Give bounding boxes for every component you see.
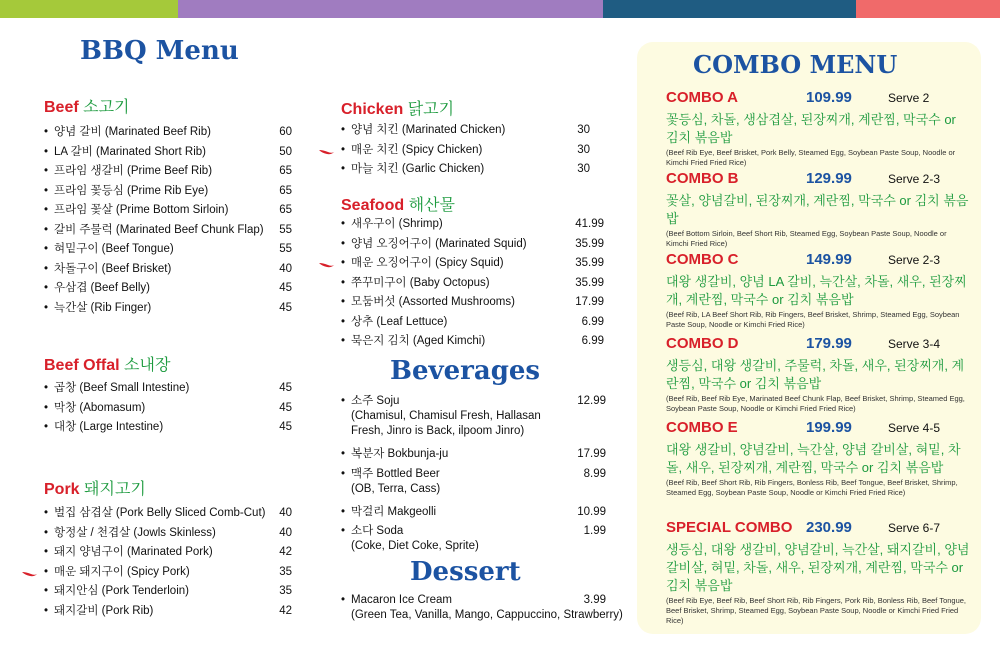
list-item: • 막걸리 Makgeolli 10.99	[341, 503, 606, 523]
item-price: 45	[279, 421, 292, 433]
item-name: LA 갈비 (Marinated Short Rib)	[54, 145, 206, 158]
item-price: 40	[279, 526, 292, 539]
combo-english-description: (Beef Rib, Beef Short Rib, Rib Fingers, Bonless Rib, Beef Tongue, Beef Brisket, Shrimp, Steamed Egg, Soybean Paste Soup, Noodle or Kimchi Fried Fried Rice)	[666, 478, 958, 497]
list-item: • 프라임 생갈비 (Prime Beef Rib) 65	[44, 162, 292, 182]
item-name: 막걸리 Makgeolli	[351, 505, 437, 518]
list-item: • 새우구이 (Shrimp) 41.99	[341, 215, 604, 235]
combo-c	[666, 251, 971, 330]
list-item: • 매운 돼지구이 (Spicy Pork) 35	[44, 563, 292, 583]
list-item: • 항정살 / 천겹살 (Jowls Skinless) 40	[44, 524, 292, 544]
item-description: (Green Tea, Vanilla, Mango, Cappuccino, Strawberry)	[351, 609, 623, 621]
list-item: • 늑간살 (Rib Finger) 45	[44, 299, 292, 319]
bbq-menu-title: BBQ Menu	[80, 36, 239, 66]
combo-korean-description: 대왕 생갈비, 양념 LA 갈비, 늑간살, 차돌, 새우, 된장찌개, 계란찜, 막국수 or 김치 볶음밥	[666, 274, 967, 307]
item-price: 45	[279, 301, 292, 314]
item-price: 1.99	[583, 525, 606, 537]
item-name: 돼지안심 (Pork Tenderloin)	[54, 585, 189, 597]
combo-english-description: (Beef Rib, Beef Rib Eye, Marinated Beef Chunk Flap, Beef Brisket, Shrimp, Steamed Egg, Soybean Paste Soup, Noodle or Kimchi Fried Fried Rice)	[666, 394, 965, 413]
item-name: 소다 Soda	[351, 525, 404, 537]
top-bar-green	[0, 0, 178, 18]
item-price: 40	[279, 507, 292, 519]
combo-korean-description: 생등심, 대왕 생갈비, 양념갈비, 늑간살, 돼지갈비, 양념 갈비살, 혀밑, 차돌, 새우, 된장찌개, 계란찜, 막국수 or 김치 볶음밥	[666, 542, 970, 593]
item-name: 양념 갈비 (Marinated Beef Rib)	[54, 126, 211, 138]
item-price: 35.99	[575, 257, 604, 269]
combo-a	[666, 89, 971, 168]
category-beef	[44, 94, 130, 117]
category-beef-offal-ko: 소내장	[124, 357, 171, 374]
list-item: • 소다 Soda 1.99 (Coke, Diet Coke, Sprite)	[341, 525, 606, 552]
item-name: 갈비 주물럭 (Marinated Beef Chunk Flap)	[54, 223, 264, 236]
list-item: • 쭈꾸미구이 (Baby Octopus) 35.99	[341, 274, 604, 294]
top-bar-navy	[603, 0, 856, 18]
combo-e	[666, 419, 971, 498]
item-price: 30	[577, 143, 590, 156]
item-name: 돼지 양념구이 (Marinated Pork)	[54, 546, 213, 558]
item-price: 30	[577, 124, 590, 136]
list-item: • 곱창 (Beef Small Intestine) 45	[44, 379, 292, 399]
item-description: (OB, Terra, Cass)	[351, 482, 441, 495]
item-price: 65	[279, 204, 292, 216]
combo-name: COMBO B	[666, 170, 739, 187]
top-bar-purple	[178, 0, 603, 18]
category-pork	[44, 476, 146, 499]
combo-price: 109.99	[806, 89, 852, 106]
list-item: • 양념 오징어구이 (Marinated Squid) 35.99	[341, 235, 604, 255]
list-item: • 프라임 꽃살 (Prime Bottom Sirloin) 65	[44, 201, 292, 221]
item-name: 프라임 생갈비 (Prime Beef Rib)	[54, 165, 213, 177]
category-pork-ko: 돼지고기	[84, 481, 146, 498]
pork-list	[44, 504, 292, 621]
beverages-title: Beverages	[390, 356, 541, 386]
list-item: • 양념 치킨 (Marinated Chicken) 30	[341, 121, 590, 141]
category-seafood-ko: 해산물	[408, 197, 455, 214]
list-item: • 돼지갈비 (Pork Rib) 42	[44, 602, 292, 622]
item-name: 쭈꾸미구이 (Baby Octopus)	[351, 276, 490, 289]
combo-name: COMBO E	[666, 419, 738, 436]
chili-pepper-icon	[319, 148, 335, 155]
item-description: (Chamisul, Chamisul Fresh, Hallasan Fresh, Jinro is Back, ilpoom Jinro)	[351, 410, 541, 437]
category-chicken	[341, 96, 454, 119]
combo-menu-title: COMBO MENU	[693, 50, 898, 79]
beef-offal-list	[44, 379, 292, 438]
seafood-list	[341, 215, 604, 352]
combo-price: 149.99	[806, 251, 852, 268]
item-name: 항정살 / 천겹살 (Jowls Skinless)	[54, 526, 216, 539]
item-price: 17.99	[577, 448, 606, 460]
combo-serve: Serve 4-5	[888, 421, 941, 435]
item-price: 42	[279, 546, 292, 558]
item-name: 모둠버섯 (Assorted Mushrooms)	[351, 296, 515, 308]
list-item: • 마늘 치킨 (Garlic Chicken) 30	[341, 160, 590, 180]
item-price: 35.99	[575, 237, 604, 250]
item-name: 매운 치킨 (Spicy Chicken)	[351, 143, 483, 156]
item-name: 혀밑구이 (Beef Tongue)	[54, 243, 174, 255]
item-price: 55	[279, 223, 292, 236]
category-chicken-ko: 닭고기	[407, 101, 455, 118]
item-name: 벌집 삼겹살 (Pork Belly Sliced Comb-Cut)	[54, 507, 266, 519]
combo-price: 230.99	[806, 519, 852, 536]
list-item: • 갈비 주물럭 (Marinated Beef Chunk Flap) 55	[44, 221, 292, 241]
item-price: 35	[279, 585, 292, 597]
list-item: • 양념 갈비 (Marinated Beef Rib) 60	[44, 123, 292, 143]
combo-korean-description: 꽃살, 양념갈비, 된장찌개, 계란찜, 막국수 or 김치 볶음밥	[666, 193, 969, 226]
category-seafood-en: Seafood	[341, 197, 405, 214]
category-beef-offal	[44, 352, 170, 375]
item-price: 45	[279, 401, 292, 414]
combo-name: COMBO C	[666, 251, 739, 268]
item-name: 프라임 꽃살 (Prime Bottom Sirloin)	[54, 204, 229, 216]
combo-serve: Serve 2-3	[888, 253, 941, 267]
combo-korean-description: 꽃등심, 차돌, 생삼겹살, 된장찌개, 계란찜, 막국수 or 김치 볶음밥	[666, 112, 956, 145]
item-name: 마늘 치킨 (Garlic Chicken)	[351, 163, 485, 175]
item-price: 6.99	[581, 315, 604, 328]
list-item: • 매운 치킨 (Spicy Chicken) 30	[341, 141, 590, 161]
list-item: • 상추 (Leaf Lettuce) 6.99	[341, 313, 604, 333]
list-item: • 소주 Soju 12.99 (Chamisul, Chamisul Fresh, Hallasan Fresh, Jinro is Back, ilpoom Jinro)	[341, 395, 606, 437]
list-item: • 모둠버섯 (Assorted Mushrooms) 17.99	[341, 293, 604, 313]
list-item: • 매운 오징어구이 (Spicy Squid) 35.99	[341, 254, 604, 274]
combo-name: SPECIAL COMBO	[666, 519, 793, 536]
item-name: 상추 (Leaf Lettuce)	[351, 315, 448, 328]
item-name: 대창 (Large Intestine)	[54, 421, 164, 433]
combo-serve: Serve 3-4	[888, 337, 941, 351]
item-price: 35	[279, 565, 292, 578]
list-item: • 대창 (Large Intestine) 45	[44, 418, 292, 438]
item-price: 45	[279, 282, 292, 294]
combo-name: COMBO A	[666, 89, 738, 106]
dessert-list	[341, 591, 623, 629]
item-name: 묵은지 김치 (Aged Kimchi)	[351, 335, 486, 347]
list-item: • 벌집 삼겹살 (Pork Belly Sliced Comb-Cut) 40	[44, 504, 292, 524]
item-price: 41.99	[575, 218, 604, 230]
list-item: • 맥주 Bottled Beer 8.99 (OB, Terra, Cass)	[341, 467, 606, 495]
item-price: 3.99	[583, 594, 606, 606]
item-name: 프라임 꽃등심 (Prime Rib Eye)	[54, 184, 209, 197]
item-price: 60	[279, 126, 292, 138]
combo-price: 179.99	[806, 335, 852, 352]
chili-pepper-icon	[22, 570, 38, 577]
list-item: • 막창 (Abomasum) 45	[44, 399, 292, 419]
item-price: 42	[279, 604, 292, 617]
item-name: 곱창 (Beef Small Intestine)	[54, 382, 190, 394]
list-item: • 혀밑구이 (Beef Tongue) 55	[44, 240, 292, 260]
chicken-list	[341, 121, 590, 180]
item-name: 막창 (Abomasum)	[54, 401, 146, 414]
combo-name: COMBO D	[666, 335, 739, 352]
combo-b	[666, 170, 971, 249]
combo-english-description: (Beef Rib, LA Beef Short Rib, Rib Fingers, Beef Brisket, Shrimp, Steamed Egg, Soybean Paste Soup, Noodle or Kimchi Fried Rice)	[666, 310, 960, 329]
combo-english-description: (Beef Rib Eye, Beef Rib, Beef Short Rib, Rib Fingers, Pork Rib, Bonless Rib, Beef Tongue, Beef Brisket, Shrimp, Steamed Egg, Soybean Paste Soup, Noodle or Kimchi Fried Fried Rice)	[666, 596, 967, 625]
category-beef-ko: 소고기	[83, 99, 130, 116]
category-chicken-en: Chicken	[341, 101, 404, 118]
item-name: 양념 오징어구이 (Marinated Squid)	[351, 237, 527, 250]
combo-serve: Serve 6-7	[888, 521, 941, 535]
item-price: 6.99	[581, 335, 604, 347]
item-name: 매운 오징어구이 (Spicy Squid)	[351, 257, 504, 269]
combo-english-description: (Beef Bottom Sirloin, Beef Short Rib, Steamed Egg, Soybean Paste Soup, Noodle or Kimchi Fried Rice)	[666, 229, 947, 248]
item-price: 12.99	[577, 395, 606, 407]
item-price: 17.99	[575, 296, 604, 308]
combo-serve: Serve 2	[888, 91, 930, 105]
list-item: • 복분자 Bokbunja-ju 17.99	[341, 445, 606, 465]
category-seafood	[341, 192, 455, 215]
category-beef-en: Beef	[44, 99, 79, 116]
item-price: 45	[279, 382, 292, 394]
item-price: 35.99	[575, 276, 604, 289]
item-price: 65	[279, 184, 292, 197]
top-bar-coral	[856, 0, 1000, 18]
item-price: 65	[279, 165, 292, 177]
beverages-list	[341, 392, 606, 560]
item-name: 늑간살 (Rib Finger)	[54, 301, 152, 314]
item-name: 양념 치킨 (Marinated Chicken)	[351, 124, 506, 136]
item-price: 30	[577, 163, 590, 175]
combo-korean-description: 생등심, 대왕 생갈비, 주물럭, 차돌, 새우, 된장찌개, 계란찜, 막국수 or 김치 볶음밥	[666, 358, 965, 391]
list-item: • 프라임 꽃등심 (Prime Rib Eye) 65	[44, 182, 292, 202]
item-description: (Coke, Diet Coke, Sprite)	[351, 540, 479, 552]
combo-special	[666, 519, 971, 626]
combo-d	[666, 335, 971, 414]
item-name: 매운 돼지구이 (Spicy Pork)	[54, 565, 190, 578]
category-pork-en: Pork	[44, 481, 80, 498]
combo-price: 199.99	[806, 419, 852, 436]
item-name: 차돌구이 (Beef Brisket)	[54, 262, 172, 275]
item-name: 복분자 Bokbunja-ju	[351, 448, 449, 460]
combo-korean-description: 대왕 생갈비, 양념갈비, 늑간살, 양념 갈비살, 혀밑, 차돌, 새우, 된장찌개, 계란찜, 막국수 or 김치 볶음밥	[666, 442, 961, 475]
item-name: 새우구이 (Shrimp)	[351, 218, 443, 230]
list-item: • 돼지 양념구이 (Marinated Pork) 42	[44, 543, 292, 563]
chili-pepper-icon	[319, 261, 335, 268]
list-item: • 묵은지 김치 (Aged Kimchi) 6.99	[341, 332, 604, 352]
dessert-title: Dessert	[410, 557, 521, 587]
category-beef-offal-en: Beef Offal	[44, 357, 120, 374]
list-item: • 우삼겹 (Beef Belly) 45	[44, 279, 292, 299]
item-name: 돼지갈비 (Pork Rib)	[54, 604, 154, 617]
item-price: 8.99	[583, 467, 606, 480]
list-item: • 돼지안심 (Pork Tenderloin) 35	[44, 582, 292, 602]
item-name: 맥주 Bottled Beer	[351, 467, 440, 480]
item-price: 10.99	[577, 505, 606, 518]
combo-serve: Serve 2-3	[888, 172, 941, 186]
item-price: 55	[279, 243, 292, 255]
item-name: 소주 Soju	[351, 395, 400, 407]
item-name: 우삼겹 (Beef Belly)	[54, 282, 150, 294]
list-item: • 차돌구이 (Beef Brisket) 40	[44, 260, 292, 280]
item-name: Macaron Ice Cream	[351, 594, 452, 606]
combo-english-description: (Beef Rib Eye, Beef Brisket, Pork Belly, Steamed Egg, Soybean Paste Soup, Noodle or Kimchi Fried Fried Rice)	[666, 148, 956, 167]
list-item: • Macaron Ice Cream 3.99 (Green Tea, Vanilla, Mango, Cappuccino, Strawberry)	[341, 594, 623, 621]
item-price: 40	[279, 262, 292, 275]
beef-list	[44, 123, 292, 318]
item-price: 50	[279, 145, 292, 158]
combo-price: 129.99	[806, 170, 852, 187]
list-item: • LA 갈비 (Marinated Short Rib) 50	[44, 143, 292, 163]
